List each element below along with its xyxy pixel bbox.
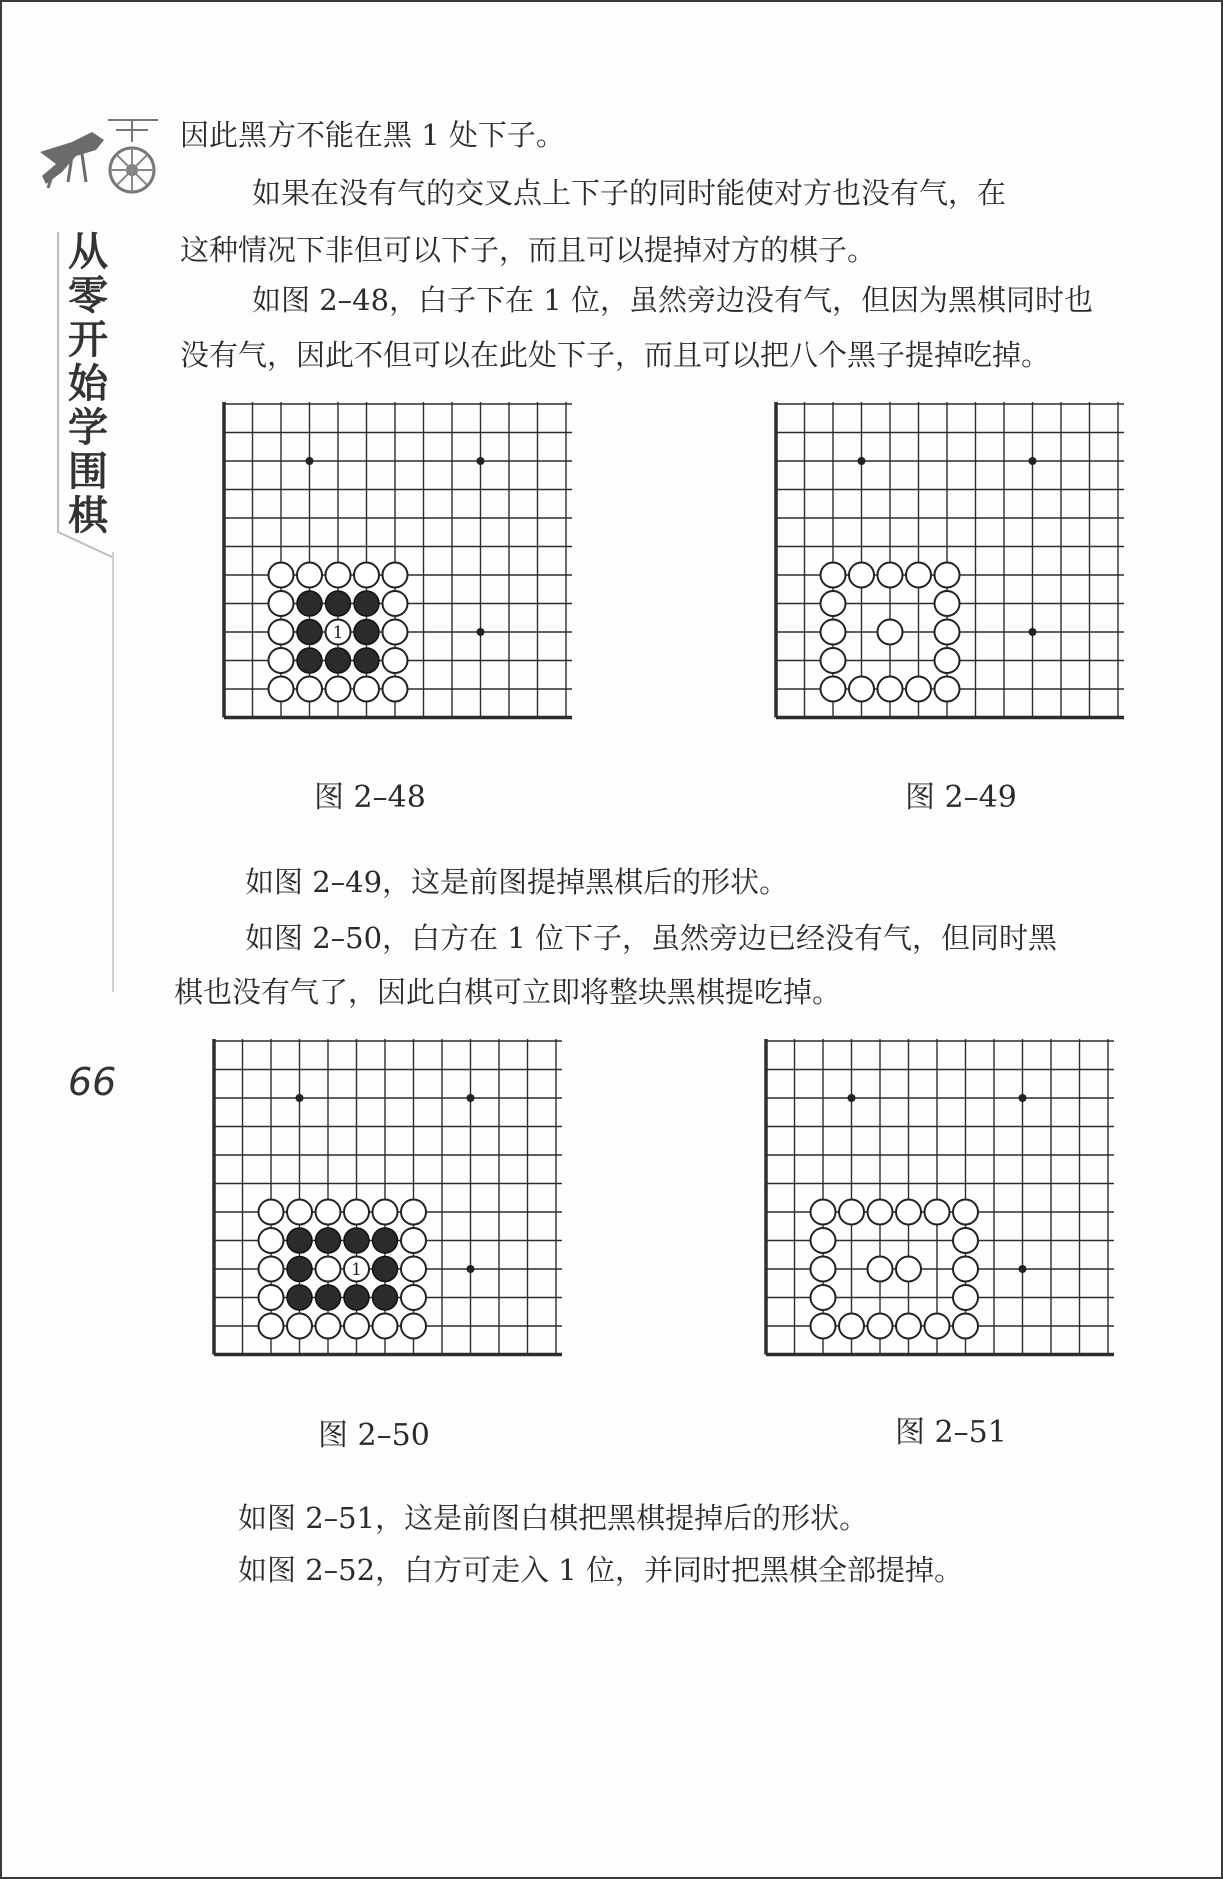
black-stone bbox=[354, 648, 379, 673]
white-stone bbox=[259, 1228, 284, 1253]
black-stone bbox=[287, 1228, 312, 1253]
star-point bbox=[467, 1094, 475, 1102]
white-stone bbox=[906, 563, 931, 588]
white-stone bbox=[269, 620, 294, 645]
white-stone bbox=[269, 591, 294, 616]
paragraph-line: 没有气，因此不但可以在此处下子，而且可以把八个黑子提掉吃掉。 bbox=[180, 338, 1051, 372]
black-stone bbox=[373, 1285, 398, 1310]
white-stone bbox=[316, 1257, 341, 1282]
series-title-char: 棋 bbox=[68, 493, 108, 539]
spine-edge-decoration bbox=[54, 232, 114, 562]
white-stone bbox=[839, 1200, 864, 1225]
paragraph-line: 如图 2–52，白方可走入 1 位，并同时把黑棋全部提掉。 bbox=[238, 1553, 963, 1587]
white-stone bbox=[401, 1314, 426, 1339]
white-stone bbox=[896, 1200, 921, 1225]
move-number-label: 1 bbox=[332, 623, 344, 643]
white-stone bbox=[811, 1228, 836, 1253]
star-point bbox=[858, 457, 866, 465]
white-stone bbox=[953, 1228, 978, 1253]
series-title-char: 零 bbox=[68, 273, 108, 319]
star-point bbox=[296, 1094, 304, 1102]
spine-divider bbox=[112, 552, 114, 992]
white-stone bbox=[344, 1314, 369, 1339]
paragraph-line: 如图 2–50，白方在 1 位下子，虽然旁边已经没有气，但同时黑 bbox=[245, 921, 1057, 955]
white-stone bbox=[935, 620, 960, 645]
white-stone bbox=[849, 563, 874, 588]
white-stone bbox=[383, 677, 408, 702]
paragraph-line: 如图 2–51，这是前图白棋把黑棋提掉后的形状。 bbox=[238, 1501, 869, 1535]
star-point bbox=[306, 457, 314, 465]
white-stone bbox=[354, 563, 379, 588]
white-stone bbox=[935, 677, 960, 702]
white-stone bbox=[383, 648, 408, 673]
go-diagram-2-50 bbox=[212, 1039, 576, 1369]
white-stone bbox=[868, 1200, 893, 1225]
white-stone bbox=[401, 1257, 426, 1282]
white-stone bbox=[344, 1200, 369, 1225]
black-stone bbox=[297, 620, 322, 645]
figure-caption: 图 2–51 bbox=[895, 1415, 1007, 1450]
figure-caption: 图 2–48 bbox=[314, 780, 426, 815]
white-stone bbox=[849, 677, 874, 702]
white-stone bbox=[925, 1314, 950, 1339]
figure-caption: 图 2–49 bbox=[905, 780, 1017, 815]
white-stone bbox=[811, 1257, 836, 1282]
white-stone bbox=[259, 1200, 284, 1225]
go-diagram-2-51 bbox=[764, 1039, 1128, 1369]
white-stone bbox=[821, 677, 846, 702]
chariot-logo-icon bbox=[32, 112, 162, 202]
paragraph-line: 因此黑方不能在黑 1 处下子。 bbox=[180, 118, 565, 152]
white-stone bbox=[326, 563, 351, 588]
paragraph-line: 如果在没有气的交叉点上下子的同时能使对方也没有气，在 bbox=[252, 176, 1007, 210]
white-stone bbox=[287, 1314, 312, 1339]
white-stone bbox=[868, 1314, 893, 1339]
white-stone bbox=[401, 1200, 426, 1225]
black-stone bbox=[373, 1257, 398, 1282]
white-stone bbox=[811, 1285, 836, 1310]
black-stone bbox=[373, 1228, 398, 1253]
black-stone bbox=[287, 1257, 312, 1282]
black-stone bbox=[354, 620, 379, 645]
white-stone bbox=[821, 648, 846, 673]
white-stone bbox=[316, 1314, 341, 1339]
white-stone bbox=[401, 1228, 426, 1253]
white-stone bbox=[821, 591, 846, 616]
paragraph-line: 如图 2–48，白子下在 1 位，虽然旁边没有气，但因为黑棋同时也 bbox=[252, 283, 1093, 317]
white-stone bbox=[811, 1314, 836, 1339]
white-stone bbox=[259, 1314, 284, 1339]
black-stone bbox=[297, 648, 322, 673]
white-stone bbox=[297, 677, 322, 702]
star-point bbox=[1029, 457, 1037, 465]
white-stone bbox=[373, 1200, 398, 1225]
white-stone bbox=[316, 1200, 341, 1225]
series-title-char: 始 bbox=[68, 361, 108, 407]
white-stone bbox=[354, 677, 379, 702]
white-stone bbox=[383, 591, 408, 616]
star-point bbox=[467, 1265, 475, 1273]
white-stone bbox=[935, 591, 960, 616]
paragraph-line: 这种情况下非但可以下子，而且可以提掉对方的棋子。 bbox=[180, 233, 877, 267]
white-stone bbox=[896, 1314, 921, 1339]
white-stone bbox=[811, 1200, 836, 1225]
white-stone bbox=[373, 1314, 398, 1339]
white-stone bbox=[269, 563, 294, 588]
go-diagram-2-49 bbox=[774, 402, 1138, 732]
white-stone bbox=[383, 563, 408, 588]
white-stone bbox=[935, 648, 960, 673]
black-stone bbox=[316, 1285, 341, 1310]
series-title-char: 围 bbox=[68, 449, 108, 495]
figure-caption: 图 2–50 bbox=[318, 1418, 430, 1453]
star-point bbox=[1019, 1265, 1027, 1273]
white-stone bbox=[953, 1285, 978, 1310]
black-stone bbox=[297, 591, 322, 616]
move-number-label: 1 bbox=[351, 1260, 362, 1280]
black-stone bbox=[326, 648, 351, 673]
white-stone bbox=[935, 563, 960, 588]
white-stone bbox=[896, 1257, 921, 1282]
white-stone bbox=[878, 563, 903, 588]
white-stone bbox=[287, 1200, 312, 1225]
white-stone bbox=[821, 563, 846, 588]
white-stone bbox=[839, 1314, 864, 1339]
black-stone bbox=[344, 1228, 369, 1253]
white-stone bbox=[906, 677, 931, 702]
white-stone bbox=[401, 1285, 426, 1310]
white-stone bbox=[297, 563, 322, 588]
white-stone bbox=[821, 620, 846, 645]
star-point bbox=[477, 628, 485, 636]
white-stone bbox=[269, 648, 294, 673]
white-stone bbox=[326, 677, 351, 702]
white-stone bbox=[925, 1200, 950, 1225]
black-stone bbox=[344, 1285, 369, 1310]
black-stone bbox=[354, 591, 379, 616]
white-stone bbox=[259, 1257, 284, 1282]
white-stone bbox=[259, 1285, 284, 1310]
white-stone bbox=[868, 1257, 893, 1282]
star-point bbox=[477, 457, 485, 465]
star-point bbox=[848, 1094, 856, 1102]
white-stone bbox=[383, 620, 408, 645]
white-stone bbox=[878, 677, 903, 702]
white-stone bbox=[878, 620, 903, 645]
paragraph-line: 棋也没有气了，因此白棋可立即将整块黑棋提吃掉。 bbox=[174, 975, 842, 1009]
white-stone bbox=[953, 1200, 978, 1225]
series-title-char: 从 bbox=[68, 229, 108, 275]
go-diagram-2-48 bbox=[222, 402, 586, 732]
black-stone bbox=[316, 1228, 341, 1253]
white-stone bbox=[953, 1257, 978, 1282]
white-stone bbox=[953, 1314, 978, 1339]
white-stone bbox=[269, 677, 294, 702]
star-point bbox=[1019, 1094, 1027, 1102]
paragraph-line: 如图 2–49，这是前图提掉黑棋后的形状。 bbox=[245, 865, 789, 899]
star-point bbox=[1029, 628, 1037, 636]
page-number: 66 bbox=[68, 1060, 117, 1104]
black-stone bbox=[287, 1285, 312, 1310]
series-title-char: 学 bbox=[68, 405, 108, 451]
series-title-char: 开 bbox=[68, 317, 108, 363]
black-stone bbox=[326, 591, 351, 616]
